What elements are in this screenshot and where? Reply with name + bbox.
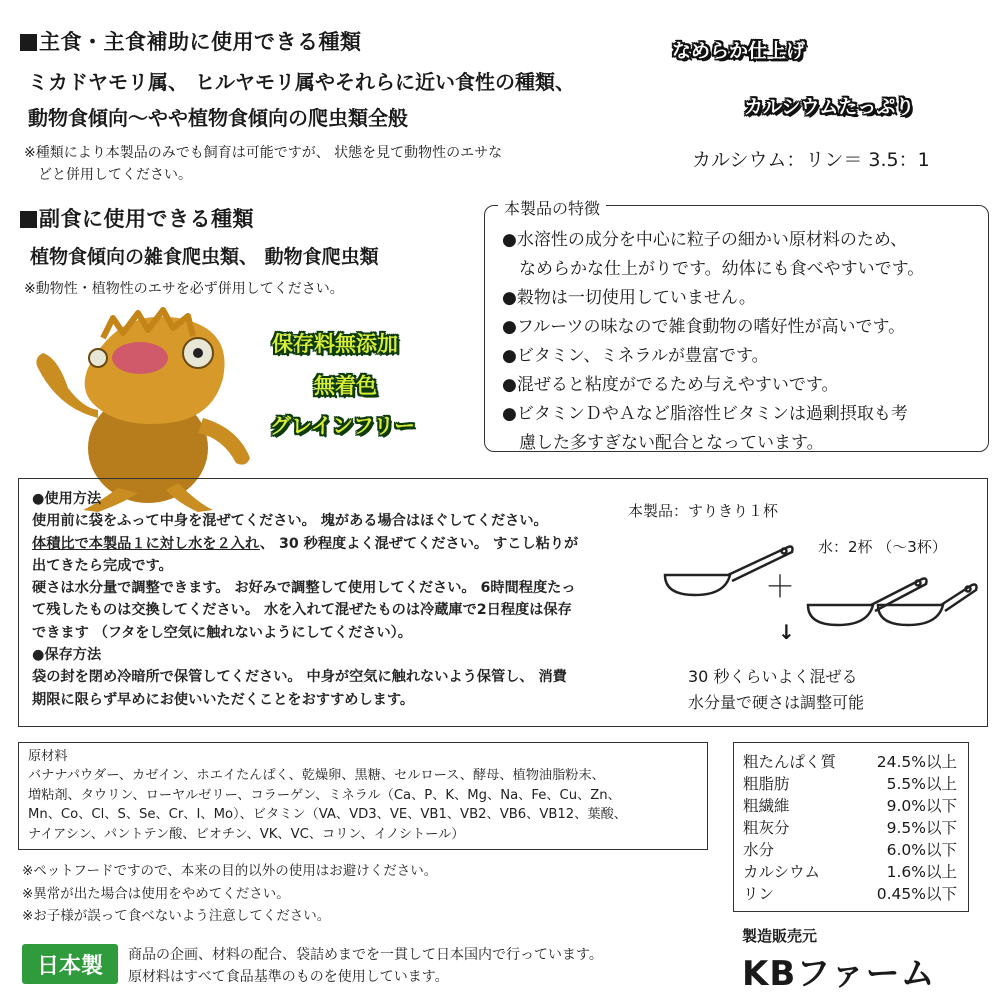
no-coloring-badge: 無着色 [314,374,377,398]
no-preservatives-badge: 保存料無添加 [272,332,398,356]
main-food-line-2: 動物食傾向～やや植物食傾向の爬虫類全般 [28,106,408,130]
nutrition-row: 水分 6.0%以下 [743,841,957,859]
feature-line: ●フルーツの味なので雑食動物の嗜好性が高いです。 [502,317,906,337]
calcium-rich-badge: カルシウムたっぷり [744,96,915,118]
footnote: ※ペットフードですので、本来の目的以外の使用はお避けください。 [22,863,438,879]
main-food-heading: 主食・主食補助に使用できる種類 [20,26,362,56]
features-title: 本製品の特徴 [498,196,606,219]
water-spoon-icon [808,579,927,625]
feature-line: なめらかな仕上がりです。幼体にも食べやすいです。 [502,259,925,279]
usage-instructions [32,488,612,711]
made-in-japan-line: 原材料はすべて食品基準のものを使用しています。 [128,969,449,985]
made-in-japan-line: 商品の企画、材料の配合、袋詰めまでを一貫して日本国内で行っています。 [128,947,603,963]
plus-sign: ＋ [765,570,795,605]
feature-line: ●ビタミン、ミネラルが豊富です。 [502,346,769,366]
feature-line: ●ビタミンＤやＡなど脂溶性ビタミンは過剰摂取も考 [502,404,908,424]
side-food-line-1: 植物食傾向の雑食爬虫類、 動物食爬虫類 [30,246,379,268]
grain-free-badge: グレインフリー [270,414,416,438]
ingredients-line: Mn、Co、Cl、S、Se、Cr、I、Mo）、ビタミン（VA、VD3、VE、VB1、VB2、VB6、VB12、葉酸、 [28,807,627,823]
maker-logo: KBファーム [742,954,936,994]
features-list [502,226,982,458]
feature-line: ●混ぜると粘度がでるため与えやすいです。 [502,375,839,395]
nutrition-row: 粗たんぱく質 24.5%以上 [743,753,957,771]
diagram-product-label: 本製品：すりきり１杯 [628,502,779,520]
footnote: ※お子様が誤って食べないよう注意してください。 [22,908,331,924]
smooth-finish-badge: なめらか仕上げ [672,40,806,62]
feature-line: ●穀物は一切使用していません。 [502,288,756,308]
side-food-heading: 副食に使用できる種類 [20,203,254,233]
main-food-note-1: ※種類により本製品のみでも飼育は可能ですが、 状態を見て動物性のエサな [24,145,503,161]
mix-instruction-2: 水分量で硬さは調整可能 [688,693,865,712]
ingredients-line: 増粘剤、タウリン、ローヤルゼリー、コラーゲン、ミネラル（Ca、P、K、Mg、Na、Fe、Cu、Zn、 [28,787,621,803]
square-bullet-icon [20,211,37,228]
usage-line: 使用前に袋をふって中身を混ぜてください。 塊がある場合はほぐしてください。 [32,513,548,530]
nutrition-row: 粗脂肪 5.5%以上 [743,775,957,793]
nutrition-row: 粗灰分 9.5%以下 [743,819,957,837]
ingredients-heading: 原材料 [28,749,68,764]
usage-line: 硬さは水分量で調整できます。 お好みで調整して使用してください。 6時間程度たっ [32,580,576,597]
usage-line: て残したものは交換してください。 水を入れて混ぜたものは冷蔵庫で2日程度は保存 [32,602,572,619]
main-food-line-1: ミカドヤモリ属、 ヒルヤモリ属やそれらに近い食性の種類、 [28,70,575,94]
usage-emphasis: 体積比で本製品１に対し水を２入れ [32,535,260,552]
made-in-japan-note [128,944,603,988]
ingredients-line: バナナパウダー、カゼイン、ホエイたんぱく、乾燥卵、黒糖、セルロース、酵母、植物油脂粉末、 [28,768,605,784]
usage-line: できます （フタをし空気に触れないようにしてください）。 [32,624,412,641]
usage-heading: ●使用方法 [32,491,102,507]
ingredients-list [28,747,698,844]
down-arrow-icon: ↓ [778,620,795,644]
storage-line: 期限に限らず早めにお使いいただくことをおすすめします。 [32,691,415,708]
storage-heading: ●保存方法 [32,647,102,664]
maker-caption: 製造販売元 [742,927,818,945]
calcium-phosphorus-ratio: カルシウム：リン＝ 3.5：1 [692,149,930,171]
spoon-diagram [660,525,980,655]
nutrition-row: 粗繊維 9.0%以下 [743,797,957,815]
usage-line-underlined: 体積比で本製品１に対し水を２入れ、 30 秒程度よく混ぜてください。 すこし粘りが [32,535,579,552]
side-food-note: ※動物性・植物性のエサを必ず併用してください。 [24,281,344,297]
main-food-note-2: どと併用してください。 [24,167,192,183]
mix-instruction-1: 30 秒くらいよく混ぜる [688,667,858,686]
feature-line: 慮した多すぎない配合となっています。 [502,433,824,453]
square-bullet-icon [20,34,37,51]
water-spoon-icon [878,585,977,625]
footnote: ※異常が出た場合は使用をやめてください。 [22,885,290,902]
ingredients-line: ナイアシン、パントテン酸、ビオチン、VK、VC、コリン、イノシトール） [28,826,465,842]
footnotes [22,860,437,928]
storage-line: 袋の封を閉め冷暗所で保管してください。 中身が空気に触れないよう保管し、 消費 [32,669,567,686]
made-in-japan-badge: 日本製 [22,944,118,984]
feature-line: ●水溶性の成分を中心に粒子の細かい原材料のため、 [502,230,908,250]
diagram-water-label: 水：2杯 （～3杯） [818,538,947,556]
nutrition-row: カルシウム 1.6%以上 [743,863,957,881]
usage-line: 出てきたら完成です。 [32,557,173,574]
nutrition-row: リン 0.45%以下 [743,885,957,903]
